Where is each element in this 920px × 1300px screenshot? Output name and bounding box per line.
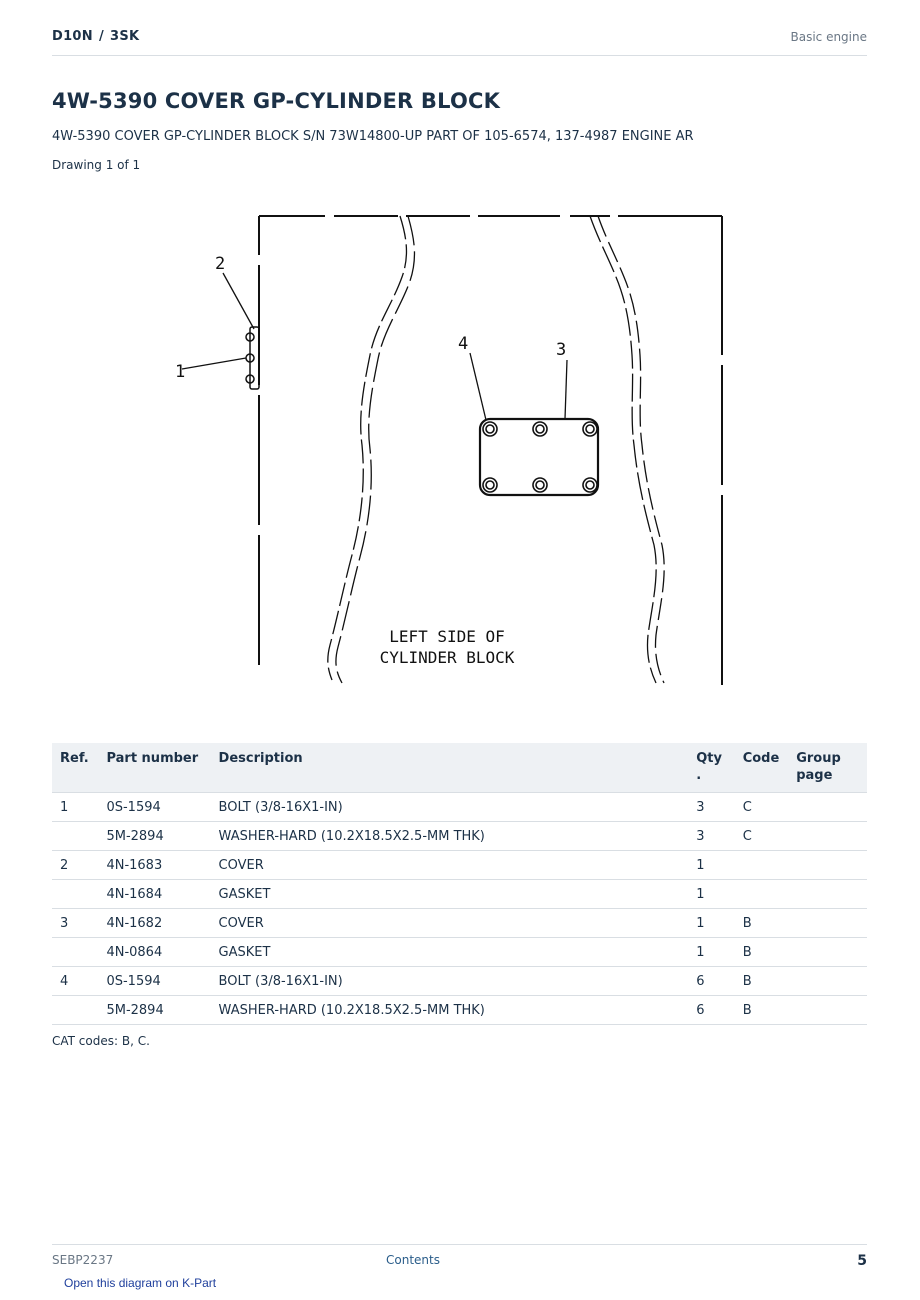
callout-4: 4	[458, 334, 469, 354]
side-cover	[246, 327, 259, 389]
cell-description: COVER	[211, 851, 689, 880]
callout-numbers	[175, 254, 566, 382]
cell-part-number: 0S-1594	[98, 967, 210, 996]
header-part-number: Part number	[98, 743, 210, 793]
cell-ref: 2	[52, 851, 98, 880]
parts-diagram	[170, 205, 740, 695]
cell-description: GASKET	[211, 880, 689, 909]
page-subtitle: 4W-5390 COVER GP-CYLINDER BLOCK S/N 73W14800-UP PART OF 105-6574, 137-4987 ENGINE AR	[52, 129, 694, 144]
page-title: 4W-5390 COVER GP-CYLINDER BLOCK	[52, 89, 501, 113]
table-row	[52, 996, 867, 1025]
cell-part-number: 5M-2894	[98, 996, 210, 1025]
cell-code: B	[735, 909, 789, 938]
cell-part-number: 4N-1682	[98, 909, 210, 938]
break-lines	[328, 216, 664, 683]
callout-3: 3	[556, 340, 567, 360]
kpart-diagram-link[interactable]: Open this diagram on K-Part	[64, 1276, 217, 1290]
cell-ref: 3	[52, 909, 98, 938]
table-header-row	[52, 743, 867, 793]
page-number: 5	[857, 1253, 867, 1269]
caption-line-1: LEFT SIDE OF	[389, 627, 505, 646]
cell-ref	[52, 996, 98, 1025]
drawing-label: Drawing 1 of 1	[52, 158, 141, 172]
header-code: Code	[735, 743, 789, 793]
table-row	[52, 880, 867, 909]
cell-description: BOLT (3/8-16X1-IN)	[211, 793, 689, 822]
cell-description: GASKET	[211, 938, 689, 967]
cell-part-number: 4N-1683	[98, 851, 210, 880]
cell-group-page	[788, 851, 867, 880]
cell-qty: 3	[688, 822, 734, 851]
document-id: SEBP2237	[52, 1253, 114, 1267]
page-footer	[52, 1244, 867, 1275]
cell-part-number: 5M-2894	[98, 822, 210, 851]
cell-group-page	[788, 822, 867, 851]
table-row	[52, 851, 867, 880]
cell-qty: 1	[688, 938, 734, 967]
cell-code: B	[735, 938, 789, 967]
cell-qty: 1	[688, 909, 734, 938]
breadcrumb	[52, 29, 139, 44]
diagram-caption	[380, 627, 515, 667]
cell-part-number: 4N-1684	[98, 880, 210, 909]
cell-description: COVER	[211, 909, 689, 938]
section-name: Basic engine	[790, 30, 867, 44]
cat-codes-note: CAT codes: B, C.	[52, 1034, 150, 1048]
table-row	[52, 909, 867, 938]
header-description: Description	[211, 743, 689, 793]
block-outline	[259, 216, 722, 685]
header-group-page: Group page	[788, 743, 867, 793]
parts-table	[52, 743, 867, 1025]
cell-group-page	[788, 967, 867, 996]
callout-1: 1	[175, 362, 186, 382]
cell-qty: 3	[688, 793, 734, 822]
page-header	[52, 29, 867, 56]
cell-qty: 1	[688, 880, 734, 909]
header-qty: Qty .	[688, 743, 734, 793]
leader-lines	[182, 273, 567, 420]
cell-ref: 4	[52, 967, 98, 996]
cell-group-page	[788, 996, 867, 1025]
table-row	[52, 793, 867, 822]
cell-qty: 1	[688, 851, 734, 880]
cell-description: WASHER-HARD (10.2X18.5X2.5-MM THK)	[211, 822, 689, 851]
cell-ref	[52, 822, 98, 851]
caption-line-2: CYLINDER BLOCK	[379, 648, 515, 667]
cell-ref	[52, 938, 98, 967]
cell-group-page	[788, 793, 867, 822]
cell-ref	[52, 880, 98, 909]
breadcrumb-separator: /	[98, 29, 105, 44]
cell-group-page	[788, 909, 867, 938]
cell-part-number: 0S-1594	[98, 793, 210, 822]
cell-qty: 6	[688, 967, 734, 996]
cell-code: C	[735, 822, 789, 851]
table-row	[52, 938, 867, 967]
contents-link[interactable]: Contents	[386, 1253, 440, 1267]
cell-group-page	[788, 880, 867, 909]
table-row	[52, 822, 867, 851]
cover-bolt-heads	[483, 422, 597, 492]
cell-qty: 6	[688, 996, 734, 1025]
cell-ref: 1	[52, 793, 98, 822]
cell-code	[735, 880, 789, 909]
header-ref: Ref.	[52, 743, 98, 793]
front-cover	[480, 419, 598, 495]
cell-code: C	[735, 793, 789, 822]
cell-description: BOLT (3/8-16X1-IN)	[211, 967, 689, 996]
cell-code: B	[735, 996, 789, 1025]
cell-description: WASHER-HARD (10.2X18.5X2.5-MM THK)	[211, 996, 689, 1025]
table-row	[52, 967, 867, 996]
callout-2: 2	[215, 254, 226, 274]
cell-part-number: 4N-0864	[98, 938, 210, 967]
cell-group-page	[788, 938, 867, 967]
cell-code	[735, 851, 789, 880]
breadcrumb-model: D10N	[52, 29, 93, 44]
cell-code: B	[735, 967, 789, 996]
breadcrumb-serial-prefix: 3SK	[110, 29, 140, 44]
